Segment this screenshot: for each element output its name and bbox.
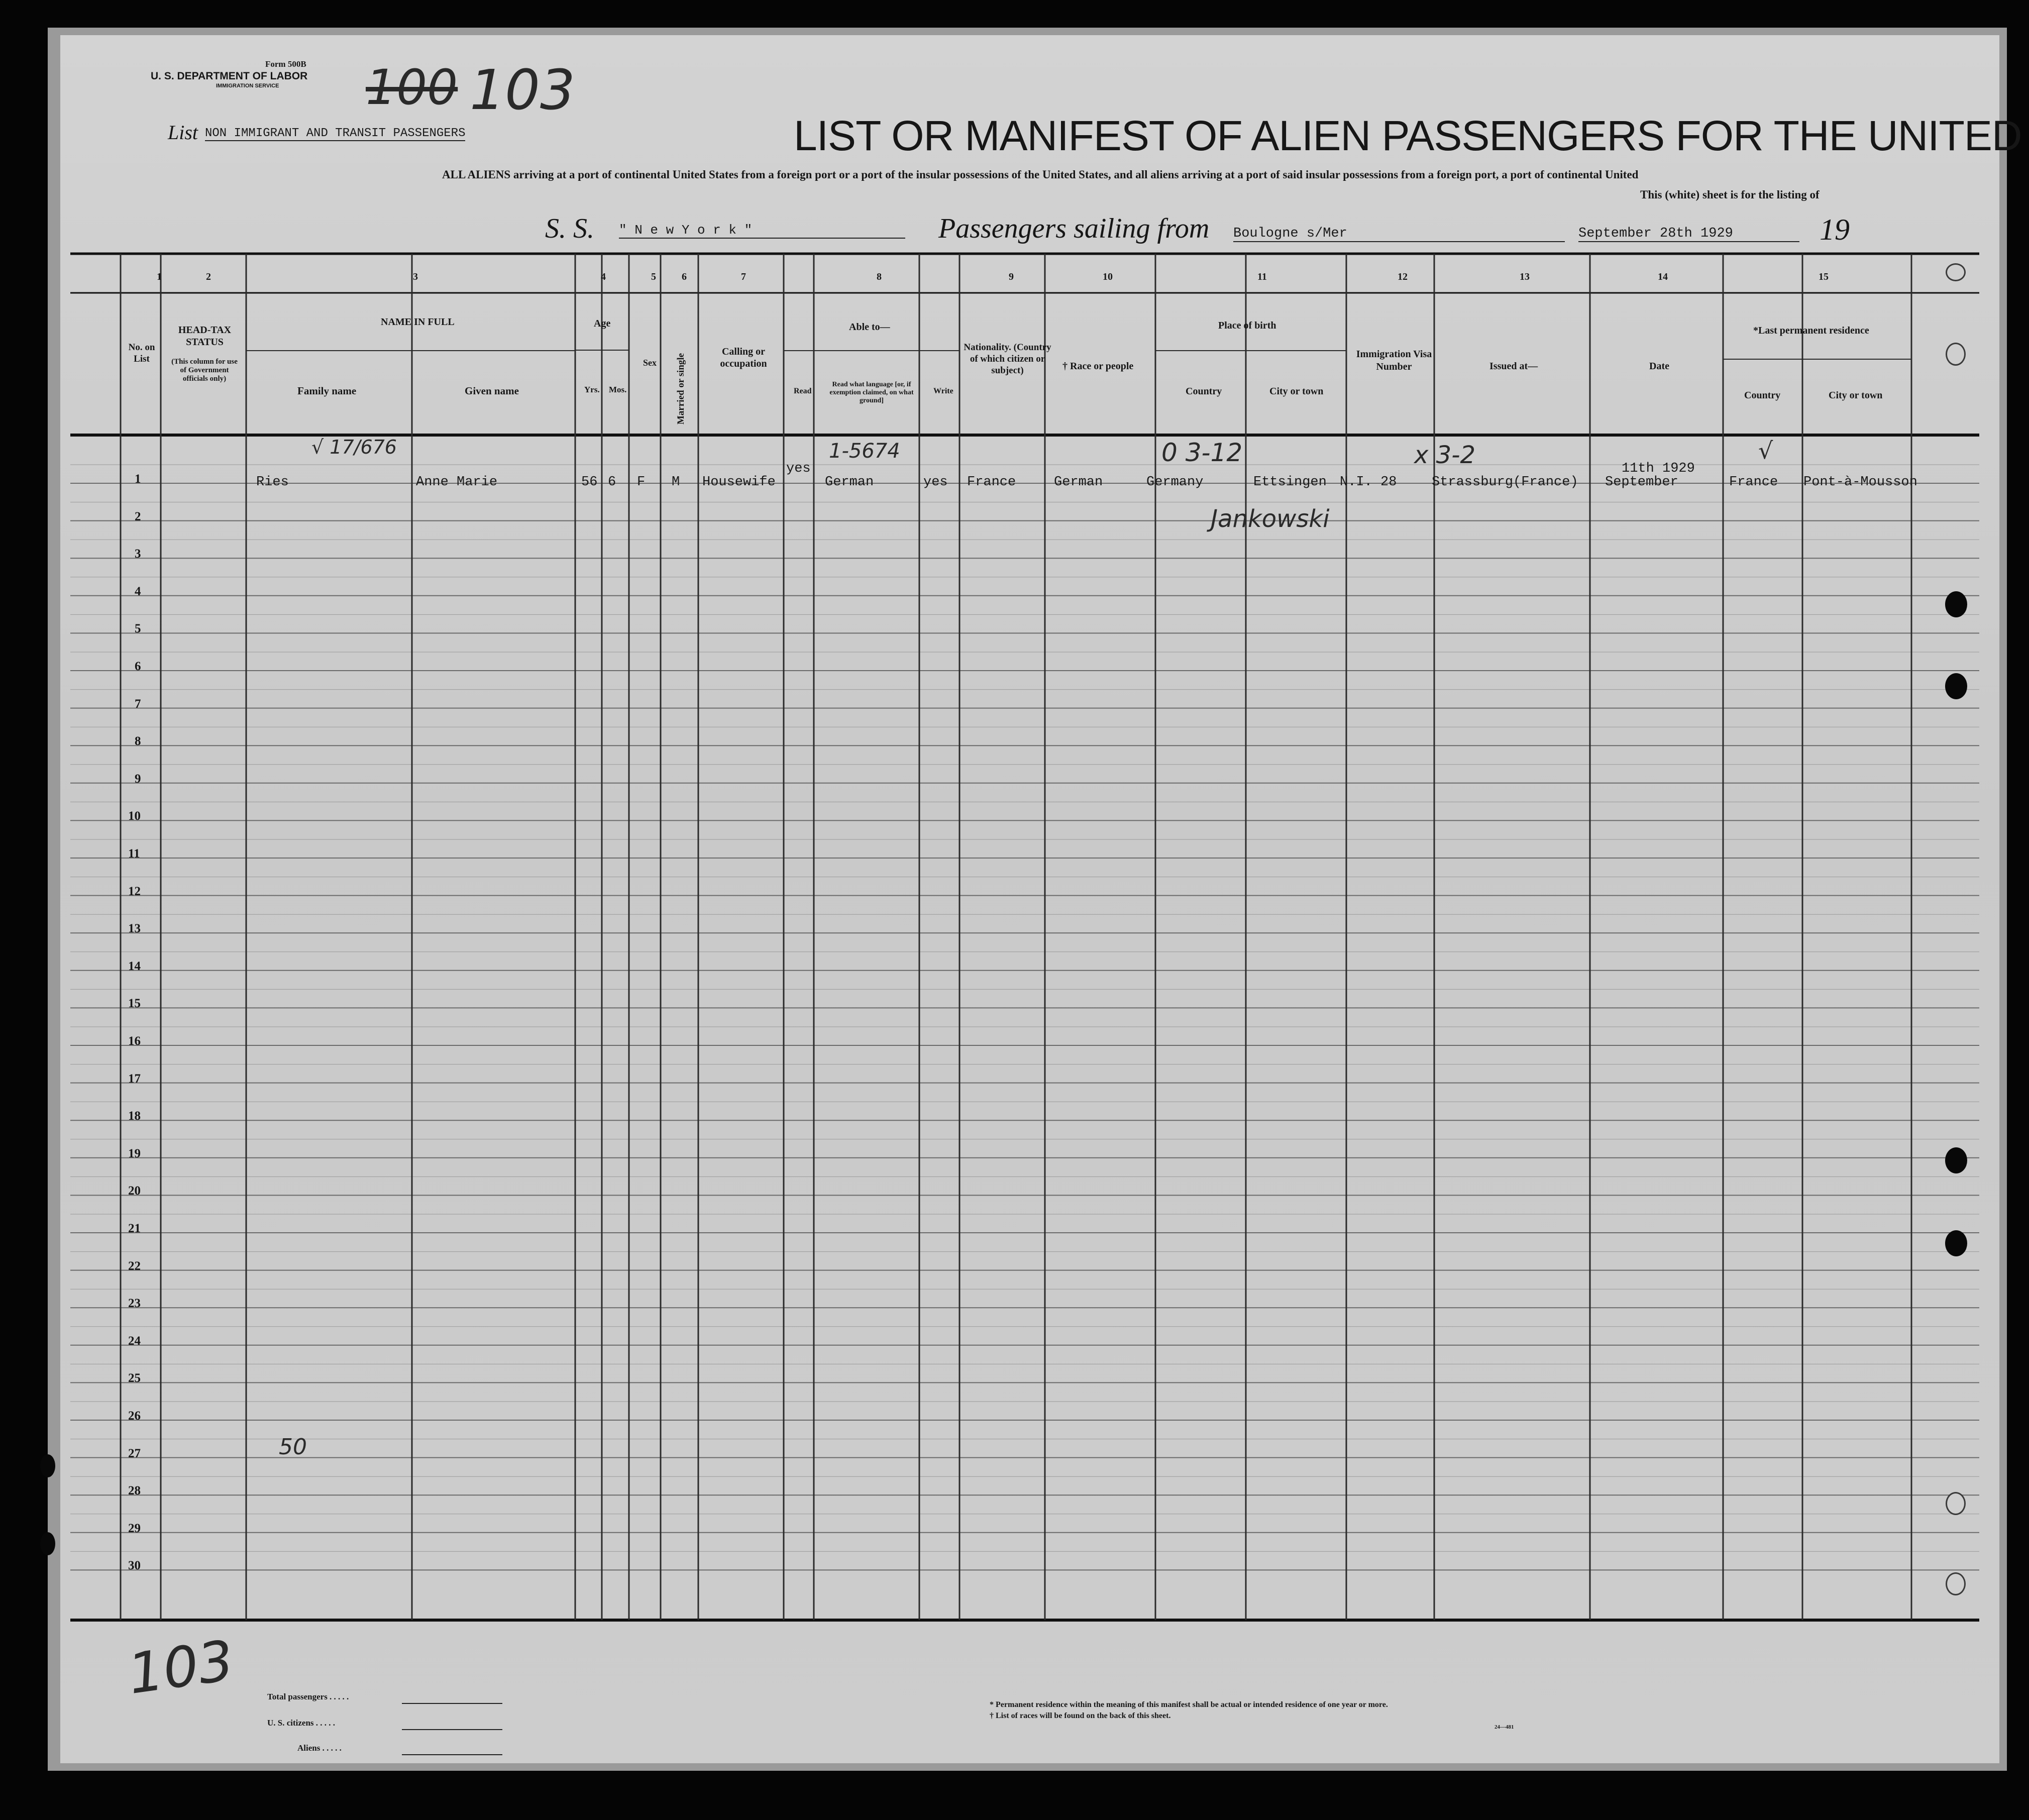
row-number: 27 xyxy=(128,1446,141,1460)
column-number: 1 xyxy=(157,271,162,282)
sailing-label: Passengers sailing from xyxy=(938,213,1210,244)
header-race: † Race or people xyxy=(1062,361,1134,372)
row-number: 16 xyxy=(128,1034,141,1048)
cell-date-line2: September xyxy=(1605,475,1678,490)
header-place-of-birth: Place of birth xyxy=(1218,320,1276,331)
annotation-corner-mark: 103 xyxy=(124,1628,238,1706)
cell-date-line1: 11th 1929 xyxy=(1622,461,1695,476)
column-number: 12 xyxy=(1398,271,1408,282)
row-number: 19 xyxy=(128,1146,141,1160)
total-passengers-line xyxy=(402,1703,502,1704)
column-number: 7 xyxy=(741,271,746,282)
annotation-language-mark: 1-5674 xyxy=(829,440,900,463)
row-number: 26 xyxy=(128,1409,141,1423)
row-number: 23 xyxy=(128,1297,141,1311)
subtitle-line-1: ALL ALIENS arriving at a port of continental United States from a foreign port or a port of the insular possessions of the United States, and all aliens arriving at a port of said insular possessions from a foreign port, a port of continental United xyxy=(442,168,1639,181)
service: IMMIGRATION SERVICE xyxy=(216,83,279,89)
row-number: 21 xyxy=(128,1222,141,1235)
subtitle-line-2: This (white) sheet is for the listing of xyxy=(1640,188,1820,201)
row-number: 25 xyxy=(128,1371,141,1385)
total-passengers-label: Total passengers . . . . . xyxy=(267,1692,349,1701)
binder-hole xyxy=(1945,591,1967,617)
header-residence-city: City or town xyxy=(1829,390,1883,401)
column-number: 15 xyxy=(1819,271,1829,282)
row-number: 15 xyxy=(128,997,141,1011)
cell-given-name: Anne Marie xyxy=(416,475,498,490)
header-no-on-list: No. on List xyxy=(128,342,155,364)
header-visa-number: Immigration Visa Number xyxy=(1356,349,1432,372)
footnote-code: 24—481 xyxy=(1494,1724,1514,1730)
header-married: Married or single xyxy=(676,353,686,424)
binder-hole xyxy=(1946,263,1966,281)
row-number: 4 xyxy=(135,584,141,598)
column-number: 13 xyxy=(1520,271,1530,282)
column-number: 8 xyxy=(877,271,882,282)
cell-language: German xyxy=(825,475,874,490)
row-number: 11 xyxy=(128,847,140,861)
row-number: 6 xyxy=(135,660,141,673)
row-number: 29 xyxy=(128,1521,141,1535)
annotation-residence-mark: √ xyxy=(1758,437,1773,464)
cell-visa-number: N.I. 28 xyxy=(1340,475,1397,490)
header-calling: Calling or occupation xyxy=(720,346,767,369)
header-age: Age xyxy=(594,318,611,329)
department: U. S. DEPARTMENT OF LABOR xyxy=(151,70,308,82)
row-number: 8 xyxy=(135,734,141,748)
cell-calling: Housewife xyxy=(702,475,776,490)
row-number: 28 xyxy=(128,1484,141,1498)
annotation-family-mark: √ 17/676 xyxy=(311,436,397,458)
row-number: 17 xyxy=(128,1072,141,1086)
list-number-struck: 100 xyxy=(366,59,458,116)
binder-hole xyxy=(1946,343,1966,366)
list-label: List xyxy=(168,121,198,144)
cell-write: yes xyxy=(923,475,948,490)
column-number: 9 xyxy=(1009,271,1014,282)
header-family-name: Family name xyxy=(297,385,357,397)
row-number: 30 xyxy=(128,1559,141,1573)
header-mos: Mos. xyxy=(609,385,627,394)
header-write: Write xyxy=(933,387,953,395)
annotation-birth-mark: 0 3-12 xyxy=(1161,438,1243,467)
row-number: 13 xyxy=(128,922,141,936)
footnote-residence: * Permanent residence within the meaning of this manifest shall be actual or intended residence of one year or more. xyxy=(990,1700,1388,1709)
year-prefix: 19 xyxy=(1820,213,1850,246)
row-number: 24 xyxy=(128,1334,141,1348)
footnote-races: † List of races will be found on the back of this sheet. xyxy=(990,1711,1171,1720)
header-head-tax-note: (This column for use of Government officials only) xyxy=(171,358,238,383)
binder-hole xyxy=(40,1454,55,1477)
row-number: 9 xyxy=(135,772,141,786)
row-number: 22 xyxy=(128,1259,141,1273)
ship-name: " N e w Y o r k " xyxy=(619,223,905,239)
row-number: 5 xyxy=(135,622,141,636)
cell-married: M xyxy=(672,475,680,490)
list-type: NON IMMIGRANT AND TRANSIT PASSENGERS xyxy=(205,127,466,140)
binder-hole xyxy=(1946,1492,1966,1515)
header-nationality: Nationality. (Country of which citizen or subject) xyxy=(964,342,1051,376)
row-number: 1 xyxy=(135,472,141,486)
row-number: 14 xyxy=(128,959,141,973)
cell-issued-at: Strassburg(France) xyxy=(1432,475,1578,490)
header-yrs: Yrs. xyxy=(584,385,600,394)
column-number: 6 xyxy=(682,271,687,282)
binder-hole xyxy=(1946,1572,1966,1595)
header-last-residence: *Last permanent residence xyxy=(1753,325,1869,336)
header-birth-city: City or town xyxy=(1269,386,1324,397)
column-number: 11 xyxy=(1257,271,1267,282)
cell-read: yes xyxy=(786,461,811,476)
header-sex: Sex xyxy=(643,358,657,368)
annotation-signature: Jankowski xyxy=(1211,505,1330,533)
binder-hole xyxy=(1945,673,1967,699)
row-number: 18 xyxy=(128,1109,141,1123)
us-citizens-line xyxy=(402,1729,502,1730)
binder-hole xyxy=(1945,1230,1967,1256)
form-number: Form 500B xyxy=(265,59,306,69)
row-number: 12 xyxy=(128,884,141,898)
binder-hole xyxy=(1945,1147,1967,1173)
header-residence-country: Country xyxy=(1744,390,1781,401)
cell-birth-city: Ettsingen xyxy=(1253,475,1327,490)
header-head-tax: HEAD-TAX STATUS xyxy=(178,325,232,348)
row-number: 10 xyxy=(128,809,141,823)
us-citizens-label: U. S. citizens . . . . . xyxy=(267,1718,336,1728)
header-name-in-full: NAME IN FULL xyxy=(381,316,455,328)
row-number: 3 xyxy=(135,547,141,561)
header-date: Date xyxy=(1649,361,1669,372)
aliens-label: Aliens . . . . . xyxy=(297,1743,342,1753)
cell-sex: F xyxy=(637,475,646,490)
sailing-date: September 28th 1929 xyxy=(1578,226,1799,242)
aliens-line xyxy=(402,1754,502,1755)
cell-age-yrs: 56 xyxy=(581,475,598,490)
cell-race: German xyxy=(1054,475,1103,490)
column-number: 3 xyxy=(413,271,418,282)
cell-nationality: France xyxy=(967,475,1016,490)
page-title: LIST OR MANIFEST OF ALIEN PASSENGERS FOR THE UNITED xyxy=(794,112,2022,159)
list-number-handwritten: 103 xyxy=(470,58,575,122)
cell-residence-country: France xyxy=(1729,475,1778,490)
ship-prefix: S. S. xyxy=(545,213,594,244)
header-issued-at: Issued at— xyxy=(1489,361,1538,372)
column-number: 4 xyxy=(601,271,606,282)
sailing-port: Boulogne s/Mer xyxy=(1233,226,1565,242)
column-number: 5 xyxy=(651,271,656,282)
cell-birth-country: Germany xyxy=(1146,475,1204,490)
cell-age-mos: 6 xyxy=(608,475,616,490)
binder-hole xyxy=(40,1532,55,1555)
annotation-visa-mark: x 3-2 xyxy=(1414,441,1476,469)
cell-family-name: Ries xyxy=(256,475,289,490)
annotation-tally: 50 xyxy=(279,1434,307,1460)
header-read: Read xyxy=(794,387,812,395)
column-number: 10 xyxy=(1103,271,1113,282)
header-read-language: Read what language [or, if exemption claimed, on what ground] xyxy=(829,381,914,404)
row-number: 7 xyxy=(135,697,141,711)
header-birth-country: Country xyxy=(1186,386,1222,397)
column-number: 14 xyxy=(1658,271,1668,282)
header-able-to: Able to— xyxy=(849,322,890,333)
header-given-name: Given name xyxy=(465,385,519,397)
column-number: 2 xyxy=(206,271,211,282)
row-number: 2 xyxy=(135,509,141,523)
cell-residence-city: Pont-à-Mousson xyxy=(1803,475,1917,490)
row-number: 20 xyxy=(128,1184,141,1198)
